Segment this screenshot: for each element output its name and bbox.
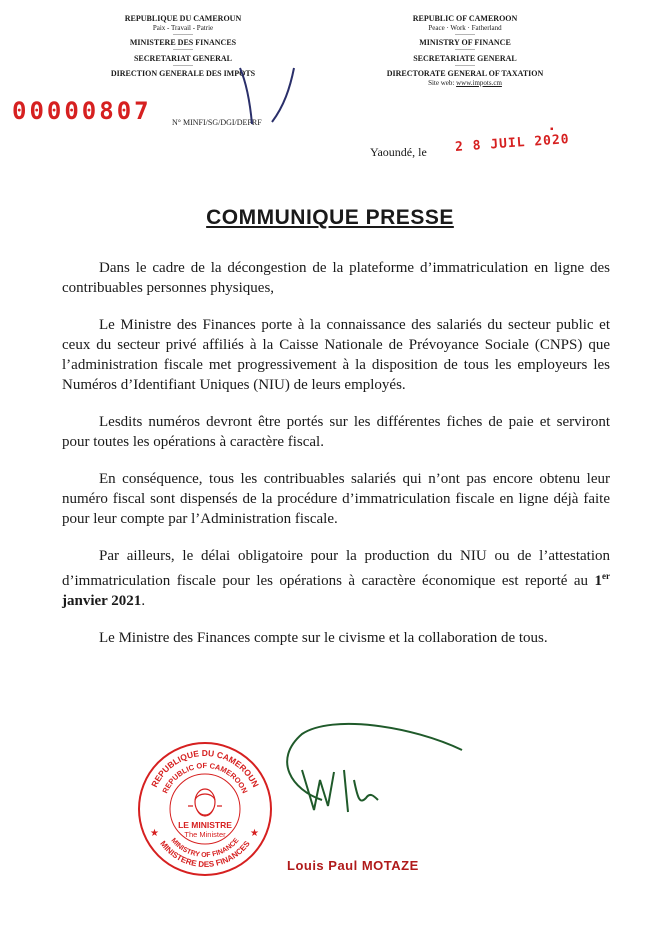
stamp-role-en: The Minister xyxy=(184,830,226,839)
dash-fr-2: ---------- xyxy=(173,47,193,54)
date-stamp: 2 8 JUIL 2020 xyxy=(454,132,571,155)
paragraph-1: Dans le cadre de la décongestion de la plateforme d’immatriculation en ligne des contribuables personnes physiques, xyxy=(62,260,610,296)
paragraph-5 xyxy=(62,546,610,611)
stamp-country-en: REPUBLIC OF CAMEROON xyxy=(160,761,250,795)
country-en: REPUBLIC OF CAMEROON xyxy=(412,14,518,23)
secretariat-en: SECRETARIATE GENERAL xyxy=(413,53,517,63)
deadline-text: Par ailleurs, le délai obligatoire pour la production du NIU ou de l’attestation d’immatriculation fiscale pour les opérations à caractère économique est reporté au xyxy=(62,548,610,589)
dash-fr-3: ---------- xyxy=(173,62,193,69)
ministry-en: MINISTRY OF FINANCE xyxy=(419,38,511,48)
country-fr: REPUBLIQUE DU CAMEROUN xyxy=(124,14,242,23)
reference-number: 00000807 xyxy=(12,97,152,125)
website-label: Site web: xyxy=(428,78,455,87)
directorate-en: DIRECTORATE GENERAL OF TAXATION xyxy=(386,68,544,78)
deadline-day: 1 xyxy=(594,573,602,589)
stamp-ministry-en: MINISTRY OF FINANCE xyxy=(169,837,241,860)
website-line xyxy=(360,79,570,88)
deadline-day-suffix: er xyxy=(602,571,610,581)
paragraph-3: Lesdits numéros devront être portés sur les différentes fiches de paie et serviront pour toutes les opérations à caractère fiscal. xyxy=(62,414,610,450)
emblem-icon xyxy=(188,789,222,816)
motto-en: Peace · Work · Fatherland xyxy=(428,24,502,32)
signature-icon xyxy=(262,720,472,840)
motto-fr: Paix - Travail - Patrie xyxy=(152,24,214,32)
deadline-end: . xyxy=(141,593,146,609)
page-title: COMMUNIQUE PRESSE xyxy=(206,206,454,229)
header-english xyxy=(360,14,570,88)
paragraph-4: En conséquence, tous les contribuables salariés qui n’ont pas encore obtenu leur numéro fiscal sont dispensés de la procédure d’immatriculation fiscale en ligne déjà faite pour leur compte par l’Administration fiscale. xyxy=(62,471,610,527)
dash-en-2: ---------- xyxy=(455,47,475,54)
directorate-fr: DIRECTION GENERALE DES IMPOTS xyxy=(110,68,256,78)
reference-prefix: N° xyxy=(172,118,181,127)
date-tick-icon: ▪ xyxy=(550,124,554,135)
stamp-star-left-icon: ★ xyxy=(150,828,159,839)
ministry-stamp xyxy=(136,740,274,878)
dash-fr-1: ---------- xyxy=(173,31,193,38)
deadline-date: janvier 2021 xyxy=(62,593,142,609)
dash-en-1: ---------- xyxy=(455,31,475,38)
handwritten-mark xyxy=(232,62,302,132)
paragraph-2: Le Ministre des Finances porte à la connaissance des salariés du secteur public et ceux du secteur privé affiliés à la Caisse Nationale de Prévoyance Sociale (CNPS) que l’administration fiscale met progressivement à la disposition de tous les employeurs les Numéros d’Identifiant Uniques (NIU) de leurs employés. xyxy=(62,317,610,393)
secretariat-fr: SECRETARIAT GENERAL xyxy=(133,53,233,63)
stamp-country-fr: REPUBLIQUE DU CAMEROUN xyxy=(149,747,261,789)
paragraph-6: Le Ministre des Finances compte sur le civisme et la collaboration de tous. xyxy=(99,630,548,646)
dash-en-3: ---------- xyxy=(455,62,475,69)
stamp-role-fr: LE MINISTRE xyxy=(178,820,232,830)
ministry-fr: MINISTERE DES FINANCES xyxy=(129,38,237,48)
signatory-name: Louis Paul MOTAZE xyxy=(287,858,419,873)
reference-path: MINFI/SG/DGI/DEPRF xyxy=(182,118,262,127)
website-link[interactable]: www.impots.cm xyxy=(456,78,502,87)
stamp-ministry-fr: MINISTERE DES FINANCES xyxy=(158,839,252,870)
communique-body xyxy=(62,258,610,665)
place-label: Yaoundé, le xyxy=(370,145,427,159)
stamp-star-right-icon: ★ xyxy=(250,828,259,839)
